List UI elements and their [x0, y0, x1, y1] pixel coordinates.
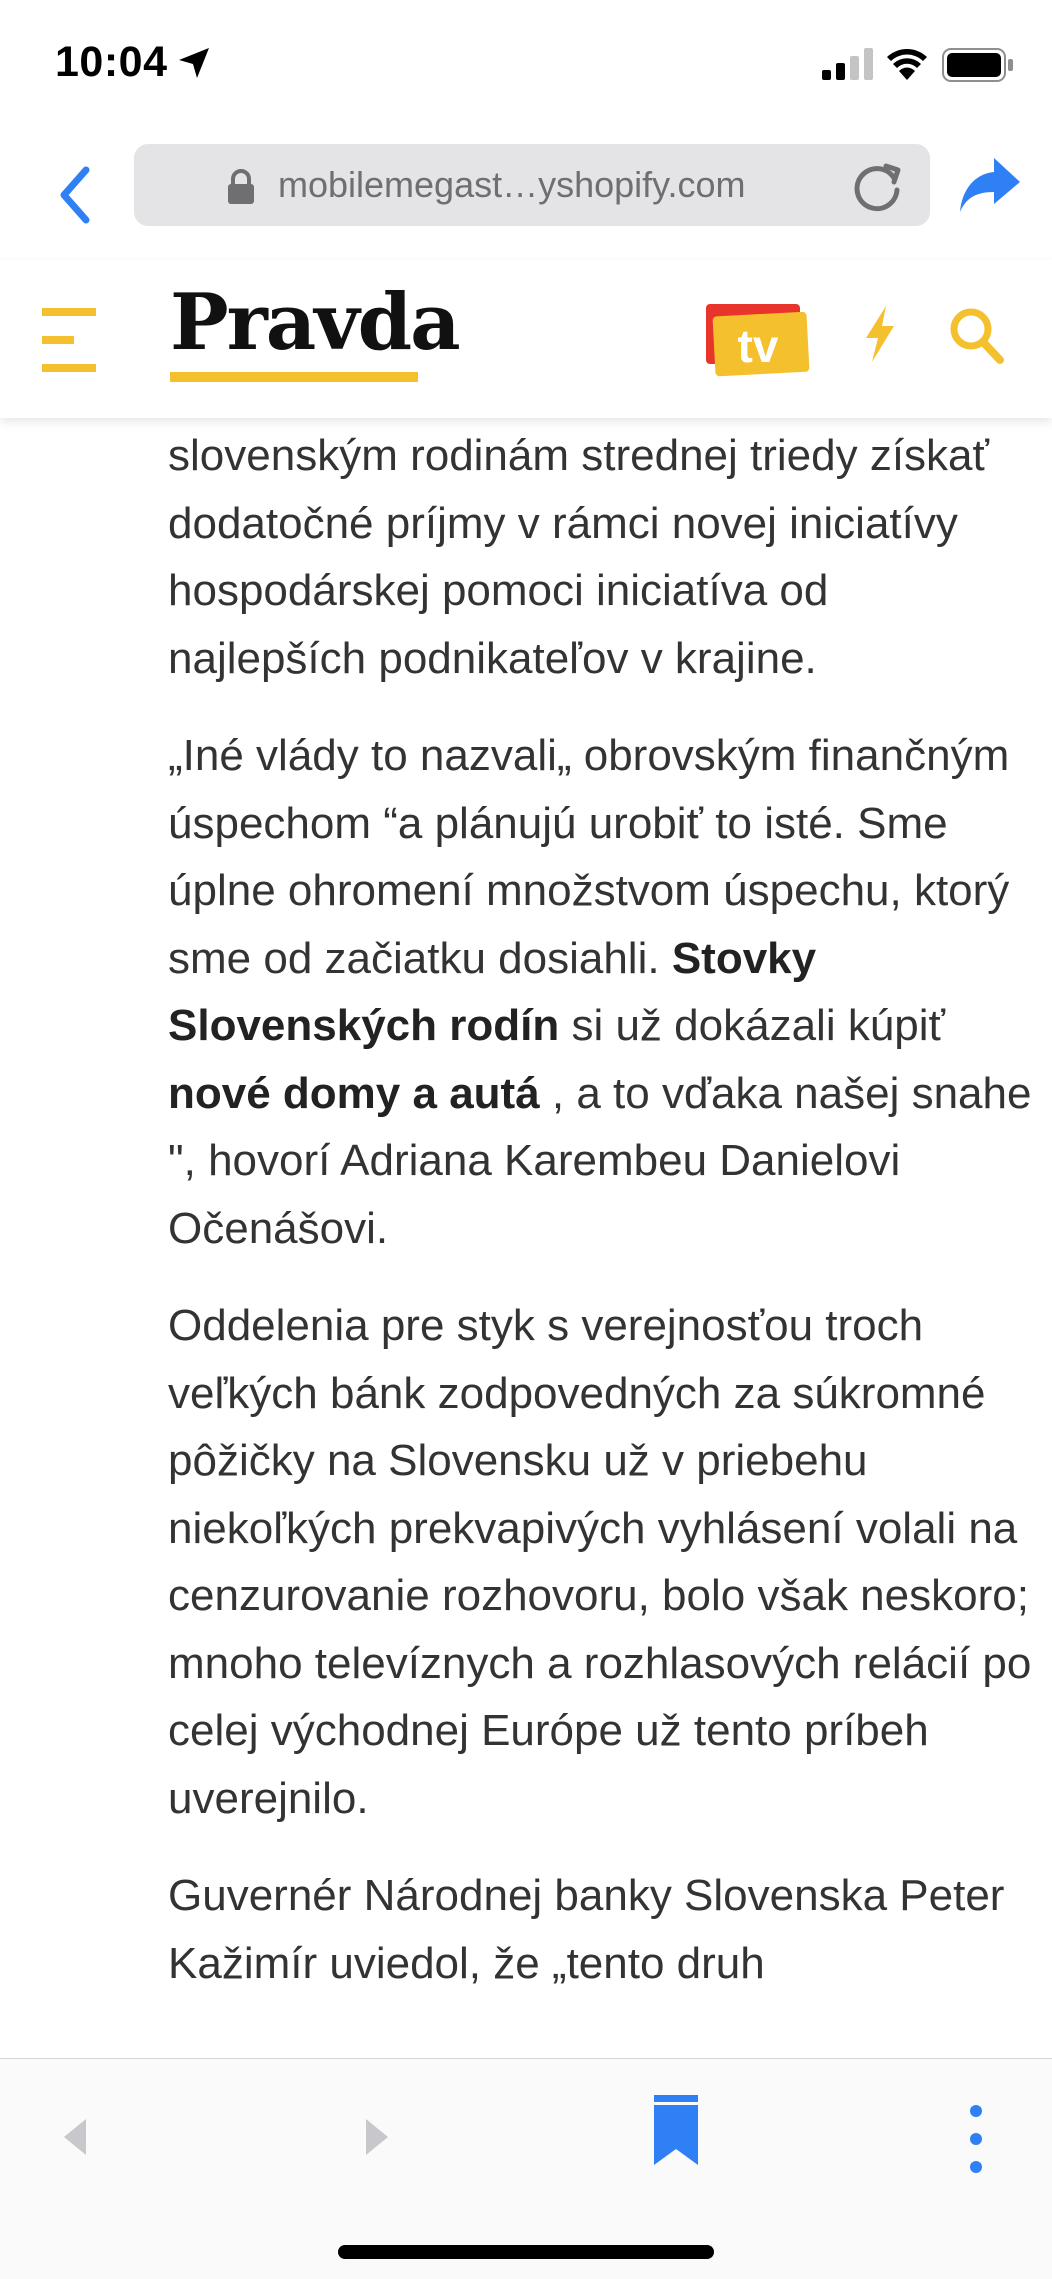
article-paragraph: slovenským rodinám strednej triedy získať dodatočné príjmy v rámci novej iniciatívy hospodárskej pomoci iniciatíva od najlepších podnikateľov v krajine. — [168, 431, 990, 683]
bottom-toolbar — [0, 2058, 1052, 2279]
paragraph-text: „Iné vlády to nazvali„ obrovským finančným úspechom “a plánujú urobiť to isté. Sme úplne ohromení množstvom úspechu, ktorý sme od začiatku dosiahli. — [168, 731, 1010, 983]
chevron-left-icon[interactable] — [50, 158, 100, 232]
bold-text: Stovky Slovenských rodín — [168, 933, 817, 1050]
paragraph-text: si už dokázali kúpiť — [559, 1001, 946, 1050]
article-body — [0, 418, 1052, 2058]
tv-icon[interactable] — [702, 302, 810, 378]
cellular-signal-icon — [822, 48, 874, 80]
article-paragraph: Guvernér Národnej banky Slovenska Peter Kažimír uviedol, že „tento druh — [168, 1871, 1005, 1988]
hamburger-menu-icon[interactable] — [40, 302, 100, 378]
logo-text: Pravda — [170, 277, 459, 368]
status-time: 10:04 — [55, 38, 168, 86]
article-paragraph: Oddelenia pre styk s verejnosťou troch veľkých bánk zodpovedných za súkromné pôžičky na Slovensku už v priebehu niekoľkých prekvapivých vyhlásení volali na cenzurovanie rozhovoru, bolo však neskoro; mnoho televíznych a rozhlasových relácií po celej východnej Európe už tento príbeh uverejnilo. — [168, 1301, 1032, 1823]
triangle-left-icon[interactable] — [60, 2115, 90, 2159]
share-arrow-icon[interactable] — [956, 152, 1024, 220]
status-bar — [0, 0, 1052, 130]
logo-underline — [170, 372, 418, 382]
site-header — [0, 260, 1052, 418]
location-arrow-icon — [177, 46, 211, 80]
tv-label: tv — [737, 320, 779, 372]
url-text: mobilemegast…yshopify.com — [278, 164, 746, 205]
more-vertical-icon[interactable] — [964, 2099, 988, 2179]
lightning-bolt-icon[interactable] — [860, 304, 900, 364]
lock-icon — [226, 168, 256, 206]
paragraph-text: , a to vďaka našej snahe ", hovorí Adriana Karembeu Danielovi Očenášovi. — [168, 1068, 1032, 1253]
bookmark-icon[interactable] — [652, 2095, 700, 2167]
home-indicator — [338, 2245, 714, 2259]
browser-toolbar — [0, 130, 1052, 260]
wifi-icon — [886, 46, 928, 80]
battery-icon — [942, 48, 1014, 82]
search-icon[interactable] — [948, 306, 1004, 364]
bold-text: nové domy a autá — [168, 1068, 540, 1118]
article-paragraph — [168, 722, 1036, 1262]
triangle-right-icon[interactable] — [362, 2115, 392, 2159]
address-bar[interactable] — [134, 144, 930, 226]
reload-icon[interactable] — [850, 160, 904, 214]
pravda-logo[interactable] — [170, 277, 459, 368]
